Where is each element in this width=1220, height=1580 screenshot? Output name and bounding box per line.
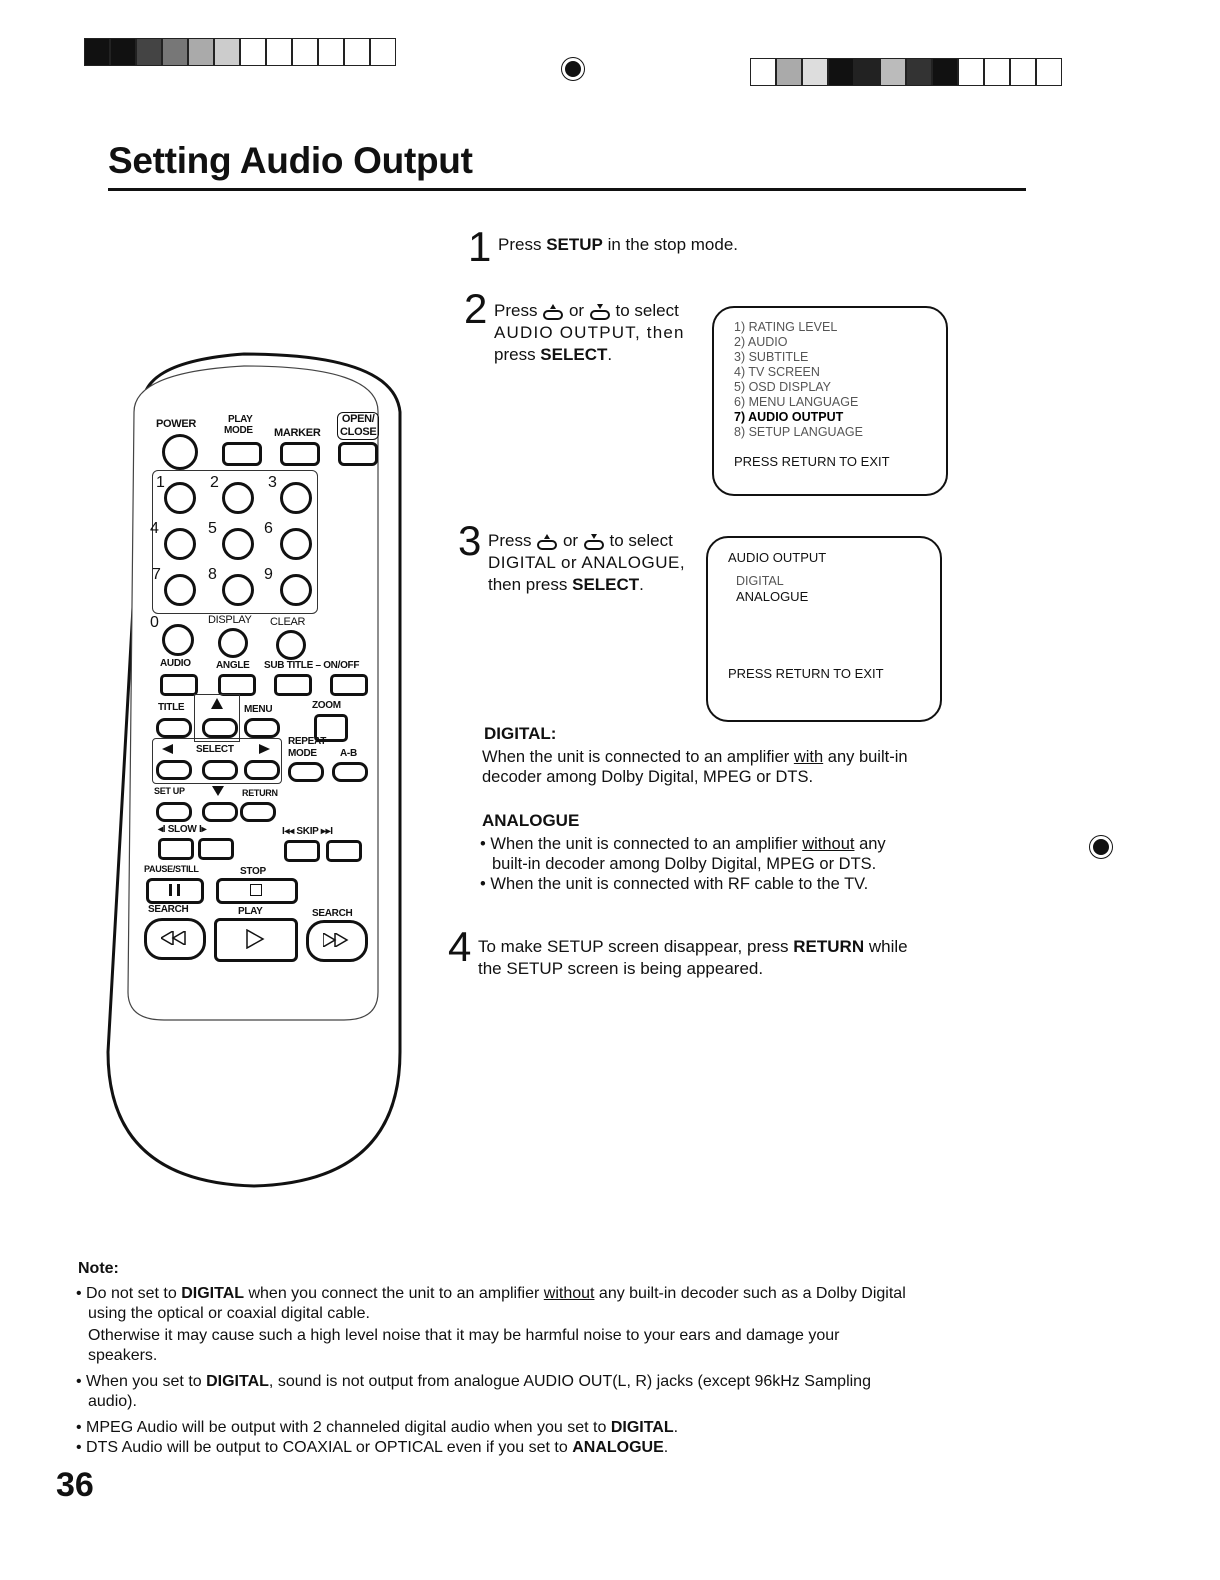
label-skip-text: SKIP [296,826,319,837]
digit-6-button[interactable] [280,528,312,560]
search-back-button[interactable] [144,918,206,960]
step-4-text [478,936,948,980]
digital-l2: decoder among Dolby Digital, MPEG or DTS. [482,768,814,786]
display-button[interactable] [218,628,248,658]
digit-label: 6 [264,520,273,537]
slow-forward-button[interactable] [198,838,234,860]
note-1-line2: using the optical or coaxial digital cable. [88,1305,370,1322]
repeat-ab-button[interactable] [332,762,368,782]
analogue-description: • When the unit is connected to an amplifier without any built-in decoder among Dolby Digital, MPEG or DTS. • When the unit is connected with RF cable to the TV. [480,834,950,894]
menu-item: 4) TV SCREEN [734,365,820,379]
select-button[interactable] [202,760,238,780]
left-arrow-icon [162,744,174,754]
audio-menu-header: AUDIO OUTPUT [728,550,827,565]
menu-item: 6) MENU LANGUAGE [734,395,859,409]
digit-label: 9 [264,566,273,583]
label-clear: CLEAR [270,616,306,628]
play-icon [245,929,265,949]
digit-label: 2 [210,474,219,491]
step-1-key: SETUP [546,235,603,254]
menu-item: 3) SUBTITLE [734,350,809,364]
analogue-b1-pre: When the unit is connected to an amplifier [490,835,803,853]
step-4-number: 4 [448,923,472,970]
note-2-line2: audio). [88,1393,137,1410]
step-1-number: 1 [468,223,492,270]
angle-button[interactable] [218,674,256,696]
play-mode-button[interactable] [222,442,262,466]
pause-still-button[interactable] [146,878,204,904]
step-2-to-select: to select [615,301,679,320]
label-title: TITLE [158,702,185,713]
note-1-d: any built-in decoder such as a Dolby Digital [594,1285,906,1302]
down-arrow-button-icon [589,303,611,321]
note-4-c: . [663,1439,669,1456]
step-2-text [494,300,704,366]
audio-menu-option-digital: DIGITAL [736,574,784,588]
analogue-heading: ANALOGUE [482,811,580,830]
registration-bar-right [750,58,1062,86]
digital-l1-post: any built-in [823,748,908,766]
note-1-line4: speakers. [88,1347,158,1364]
note-3-b: DIGITAL [610,1419,674,1436]
page-title: Setting Audio Output [108,140,473,181]
menu-item: 5) OSD DISPLAY [734,380,832,394]
note-2-a: When you set to [86,1373,207,1390]
right-button[interactable] [244,760,280,780]
step-3-line3-key: SELECT [572,575,640,594]
label-onoff: ON/OFF [323,660,360,671]
note-1-underline: without [543,1285,595,1302]
remote-control [104,352,404,1188]
analogue-b1-underline: without [802,835,855,853]
digit-label: 3 [268,474,277,491]
note-3-c: . [673,1419,679,1436]
label-setup: SET UP [154,786,185,796]
note-4-a: DTS Audio will be output to COAXIAL or OPTICAL even if you set to [86,1439,573,1456]
step-2-line3-post: . [607,345,613,364]
digit-2-button[interactable] [222,482,254,514]
step-4-line1-post: while [864,937,908,956]
note-1-b: DIGITAL [181,1285,245,1302]
setup-menu-screen [712,306,948,496]
step-3-line3-post: . [639,575,644,594]
label-ab: A-B [340,748,357,759]
registration-bar-left [84,38,396,66]
step-3-number: 3 [458,517,482,564]
step-2-press: Press [494,301,538,320]
title-button[interactable] [156,718,192,738]
step-2-or: or [568,301,585,320]
label-repeat: REPEAT [288,736,327,747]
up-arrow-button-icon [536,533,558,551]
title-rule [108,188,1026,191]
label-mode: MODE [288,748,317,759]
note-1-a: Do not set to [86,1285,182,1302]
label-open-close [337,412,379,440]
marker-button[interactable] [280,442,320,466]
label-pause-still: PAUSE/STILL [144,864,199,874]
subtitle-button[interactable] [274,674,312,696]
slow-reverse-button[interactable] [158,838,194,860]
label-close: CLOSE [340,426,377,438]
up-button[interactable] [202,718,238,738]
step-3-text [488,530,703,596]
label-audio: AUDIO [160,658,191,669]
label-zoom: ZOOM [312,700,341,711]
digit-3-button[interactable] [280,482,312,514]
registration-crosshair-top [562,58,584,80]
note-1-line3: Otherwise it may cause such a high level noise that it may be harmful noise to your ears and damage your [88,1327,840,1344]
skip-forward-button[interactable] [326,840,362,862]
digit-label: 4 [150,520,159,537]
repeat-mode-button[interactable] [288,762,324,782]
label-subtitle: SUB TITLE – ON/OFF [264,660,360,671]
label-display: DISPLAY [208,614,252,626]
label-play-mode-1: PLAY [228,414,253,425]
label-select: SELECT [196,744,234,755]
analogue-b1-l2: built-in decoder among Dolby Digital, MPEG or DTS. [492,855,877,873]
digit-label: 1 [156,474,165,491]
digit-5-button[interactable] [222,528,254,560]
menu-item: 1) RATING LEVEL [734,320,838,334]
step-3-line2: DIGITAL or ANALOGUE, [488,553,686,572]
digit-label: 8 [208,566,217,583]
note-3-a: MPEG Audio will be output with 2 channeled digital audio when you set to [86,1419,611,1436]
note-2-b: DIGITAL [206,1373,269,1390]
step-3-to-select: to select [609,531,673,550]
label-slow: ◂I SLOW I▸ [158,824,207,835]
label-play-mode-2: MODE [224,425,253,436]
down-arrow-button-icon [583,533,605,551]
rewind-icon [161,931,187,945]
digit-8-button[interactable] [222,574,254,606]
step-2-line2: AUDIO OUTPUT, then [494,323,685,342]
label-return: RETURN [242,788,278,798]
up-arrow-button-icon [542,303,564,321]
menu-item: 8) SETUP LANGUAGE [734,425,863,439]
label-marker: MARKER [274,427,321,439]
step-4-line2: the SETUP screen is being appeared. [478,959,764,978]
up-arrow-icon [210,698,224,710]
setup-button[interactable] [156,802,192,822]
play-button[interactable] [214,918,298,962]
page-number: 36 [56,1466,94,1504]
menu-footer: PRESS RETURN TO EXIT [734,454,890,469]
menu-item: 2) AUDIO [734,335,788,349]
step-3-press: Press [488,531,532,550]
label-slow-text: SLOW [167,824,197,835]
digit-label: 7 [152,566,161,583]
return-button[interactable] [240,802,276,822]
audio-button[interactable] [160,674,198,696]
step-1-pre: Press [498,235,547,254]
step-1-post: in the stop mode. [602,235,739,254]
step-2-number: 2 [464,285,488,332]
analogue-b2: When the unit is connected with RF cable to the TV. [490,875,869,893]
audio-menu-footer: PRESS RETURN TO EXIT [728,666,884,681]
skip-back-button[interactable] [284,840,320,862]
step-3-line3-pre: then press [488,575,573,594]
note-4-b: ANALOGUE [572,1439,664,1456]
step-2-line3-pre: press [494,345,541,364]
label-play: PLAY [238,906,263,917]
label-search-left: SEARCH [148,904,189,915]
subtitle-onoff-button[interactable] [330,674,368,696]
label-open: OPEN/ [341,413,375,425]
label-menu: MENU [244,704,273,715]
digit-9-button[interactable] [280,574,312,606]
digital-l1-underline: with [793,748,824,766]
audio-output-screen [706,536,942,722]
search-forward-button[interactable] [306,920,368,962]
note-heading: Note: [78,1260,119,1277]
fast-forward-icon [323,933,349,947]
stop-button[interactable] [216,878,298,904]
label-stop: STOP [240,866,266,877]
power-button[interactable] [162,434,198,470]
left-button[interactable] [156,760,192,780]
label-skip: I◂◂ SKIP ▸▸I [282,826,333,837]
step-4-line1-key: RETURN [793,937,865,956]
clear-button[interactable] [276,630,306,660]
menu-button[interactable] [244,718,280,738]
right-arrow-icon [258,744,270,754]
digit-label: 5 [208,520,217,537]
digital-heading: DIGITAL: [484,724,557,743]
label-search-right: SEARCH [312,908,353,919]
digit-4-button[interactable] [164,528,196,560]
audio-menu-option-analogue: ANALOGUE [736,589,809,604]
step-2-line3-key: SELECT [540,345,608,364]
label-power: POWER [156,418,197,430]
down-arrow-icon [212,786,224,796]
step-1-text [498,234,738,256]
digit-0-button[interactable] [162,624,194,656]
note-1-c: when you connect the unit to an amplifier [244,1285,544,1302]
label-angle: ANGLE [216,660,250,671]
note-body: • Do not set to DIGITAL when you connect the unit to an amplifier without any built-in decoder such as a Dolby Digital using the optical or coaxial digital cable. Otherwise it may cause such a high level noise that it may be harmful noise to your ears and damage your speakers. • When you set to DIGITAL, sound is not output from analogue AUDIO OUT(L, R) jacks (except 96kHz Sampling audio). • MPEG Audio will be output with 2 channeled digital audio when you set to DIGITAL. • DTS Audio will be output to COAXIAL or OPTICAL even if you set to ANALOGUE. [76,1284,976,1458]
note-2-c: , sound is not output from analogue AUDIO OUT(L, R) jacks (except 96kHz Sampling [268,1373,871,1390]
label-subtitle-text: SUB TITLE [264,660,313,671]
digital-description [482,747,952,787]
step-4-line1-pre: To make SETUP screen disappear, press [478,937,794,956]
digit-label: 0 [150,614,159,631]
menu-item-selected: 7) AUDIO OUTPUT [734,410,844,424]
open-close-button[interactable] [338,442,378,466]
down-button[interactable] [202,802,238,822]
registration-crosshair-right [1090,836,1112,858]
digit-7-button[interactable] [164,574,196,606]
analogue-b1-post: any [854,835,886,853]
digit-1-button[interactable] [164,482,196,514]
digital-l1-pre: When the unit is connected to an amplifier [482,748,794,766]
step-3-or: or [562,531,579,550]
